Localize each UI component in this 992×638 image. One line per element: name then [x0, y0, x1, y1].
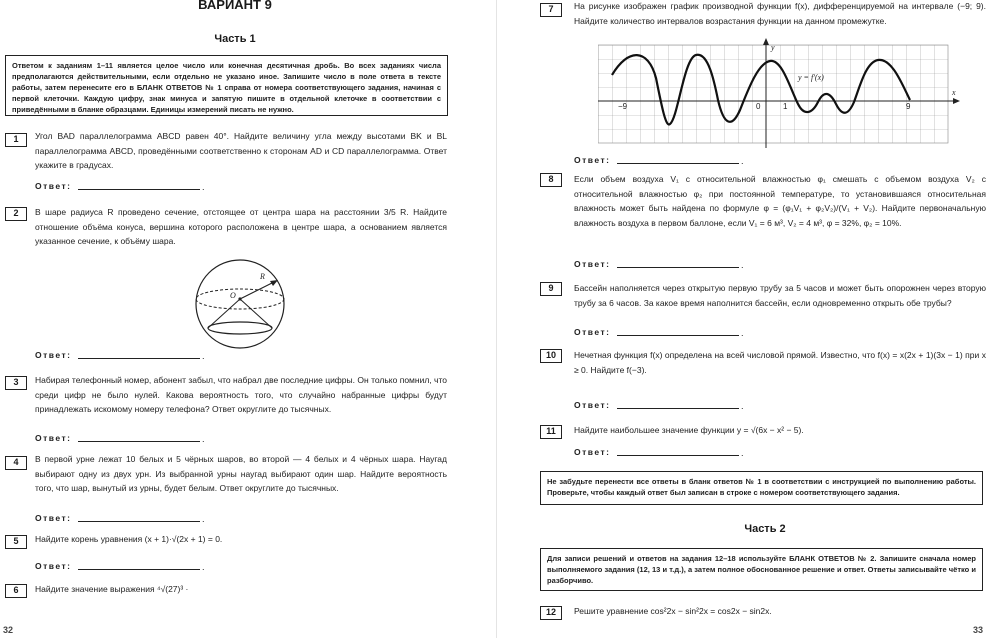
instructions-box: Ответом к заданиям 1–11 является целое число или конечная десятичная дробь. Во всех заданиях числа предполагаются действительными, если отдельно не указано иное. Запишите число в поле ответа в тексте работы, затем перенесите его в БЛАНК ОТВЕТОВ № 1 справа от номера соответствующего задания, начиная с первой клеточки. Каждую цифру, знак минуса и запятую пишите в отдельной клеточке в соответствии с приведёнными в бланке образцами. Единицы измерений писать не нужно.	[5, 55, 448, 116]
answer-field[interactable]	[78, 180, 200, 190]
answer-field[interactable]	[617, 326, 739, 336]
graph-grid	[598, 45, 948, 143]
answer-dot: .	[741, 156, 744, 166]
answer-dot: .	[202, 182, 205, 192]
answer-dot: .	[202, 434, 205, 444]
answer-label: Ответ:	[35, 513, 72, 523]
problem-text: Угол BAD параллелограмма ABCD равен 40°. Найдите величину угла между высотами BK и BL параллелограмма ABCD, проведёнными соответственно к сторонам AD и CD параллелограмма. Ответ укажите в градусах.	[35, 131, 447, 170]
problem-number: 11	[540, 425, 562, 439]
answer-field[interactable]	[617, 399, 739, 409]
answer-label: Ответ:	[574, 447, 611, 457]
center-label: O	[230, 291, 236, 300]
problem-text: Нечетная функция f(x) определена на всей числовой прямой. Известно, что f(x) = x(2x + 1)(3x − 1) при x ≥ 0. Найдите f(−3).	[574, 350, 986, 375]
tick-label-minus-nine: −9	[618, 102, 628, 111]
sphere-figure	[190, 258, 300, 350]
transfer-note-box: Не забудьте перенести все ответы в бланк ответов № 1 в соответствии с инструкцией по выполнению работы. Проверьте, чтобы каждый ответ был записан в строке с номером соответствующего задания.	[540, 471, 983, 505]
answer-label: Ответ:	[574, 259, 611, 269]
tick-label-zero: 0	[756, 102, 761, 111]
answer-dot: .	[741, 401, 744, 411]
problem-number: 9	[540, 282, 562, 296]
problem-number: 4	[5, 456, 27, 470]
answer-label: Ответ:	[574, 400, 611, 410]
center-point	[238, 297, 241, 300]
problem-number: 12	[540, 606, 562, 620]
radius-arrow	[270, 280, 278, 286]
problem-number: 8	[540, 173, 562, 187]
y-axis-label: y	[771, 43, 775, 52]
answer-label: Ответ:	[574, 327, 611, 337]
problem-text: Решите уравнение cos²2x − sin²2x = cos2x − sin2x.	[574, 606, 772, 616]
problem-number: 5	[5, 535, 27, 549]
problem-number: 3	[5, 376, 27, 390]
answer-field[interactable]	[78, 349, 200, 359]
problem-text: Найдите корень уравнения (x + 1)·√(2x + 1) = 0.	[35, 534, 223, 544]
answer-label: Ответ:	[35, 350, 72, 360]
page-number-right: 33	[973, 625, 984, 635]
answer-dot: .	[202, 562, 205, 572]
answer-field[interactable]	[78, 560, 200, 570]
answer-label: Ответ:	[35, 181, 72, 191]
problem-text: Бассейн наполняется через открытую первую трубу за 5 часов и может быть опорожнен через вторую трубу за 6 часов. За какое время наполнится бассейн, если одновременно открыть обе трубы?	[574, 283, 986, 308]
variant-title: ВАРИАНТ 9	[198, 0, 272, 12]
section-ellipse	[208, 322, 272, 334]
sphere-outline	[196, 260, 284, 348]
curve-label: y = f′(x)	[798, 73, 824, 82]
problem-number: 7	[540, 3, 562, 17]
part2-instructions-box: Для записи решений и ответов на задания 12–18 используйте БЛАНК ОТВЕТОВ № 2. Запишите сначала номер выполняемого задания (12, 13 и т.д.), а затем полное обоснованное решение и ответ. Ответы записывайте чётко и разборчиво.	[540, 548, 983, 591]
problem-number: 2	[5, 207, 27, 221]
problem-text: В первой урне лежат 10 белых и 5 чёрных шаров, во второй — 4 белых и 4 чёрных шара. Наугад выбирают одну из двух урн. Из выбранной урны наугад выбирают один шар. Найдите вероятность того, что шар, вынутый из урны, будет белым. Ответ округлите до тысячных.	[35, 454, 447, 493]
radius-line	[240, 282, 274, 299]
answer-dot: .	[741, 260, 744, 270]
x-axis-label: x	[952, 88, 956, 97]
answer-label: Ответ:	[35, 561, 72, 571]
cone-side-left	[208, 299, 240, 328]
x-axis-arrow	[953, 98, 960, 104]
page-number-left: 32	[3, 625, 14, 635]
cone-side-right	[240, 299, 272, 328]
y-axis-arrow	[763, 38, 769, 45]
answer-field[interactable]	[617, 446, 739, 456]
problem-text: Набирая телефонный номер, абонент забыл, что набрал две последние цифры. Он только помнил, что среди цифр не было нулей. Какова вероятность того, что случайно набранные цифры будут принадлежать искомому номеру телефона? Ответ округлите до тысячных.	[35, 375, 447, 414]
answer-label: Ответ:	[574, 155, 611, 165]
problem-text: Найдите значение выражения ⁴√(27)³ ·	[35, 584, 189, 594]
radius-label: R	[260, 272, 265, 281]
tick-label-nine: 9	[906, 102, 911, 111]
answer-field[interactable]	[617, 154, 739, 164]
answer-label: Ответ:	[35, 433, 72, 443]
answer-field[interactable]	[78, 512, 200, 522]
problem-number: 1	[5, 133, 27, 147]
answer-field[interactable]	[78, 432, 200, 442]
problem-text: В шаре радиуса R проведено сечение, отстоящее от центра шара на расстоянии 3/5 R. Найдите отношение объёма конуса, вершина которого расположена в центре шара, а основанием является указанное сечение, к объёму шара.	[35, 207, 447, 246]
problem-text: На рисунке изображен график производной функции f(x), дифференцируемой на интервале (−9; 9). Найдите количество интервалов возрастания функции на данном промежутке.	[574, 1, 986, 26]
problem-number: 6	[5, 584, 27, 598]
answer-field[interactable]	[617, 258, 739, 268]
tick-label-one: 1	[783, 102, 788, 111]
answer-dot: .	[202, 351, 205, 361]
answer-dot: .	[202, 514, 205, 524]
answer-dot: .	[741, 448, 744, 458]
part2-title: Часть 2	[744, 523, 786, 535]
derivative-graph	[598, 38, 962, 148]
page-divider	[496, 0, 497, 638]
problem-number: 10	[540, 349, 562, 363]
problem-text: Если объем воздуха V₁ с относительной влажностью φ₁ смешать с объемом воздуха V₂ с относительной влажностью φ₂ при постоянной температуре, то установившаяся относительная влажность может быть найдена по формуле φ = (φ₁V₁ + φ₂V₂)/(V₁ + V₂). Найдите первоначальную влажность воздуха в первом баллоне, если V₁ = 6 м³, V₂ = 4 м³, φ = 32%, φ₂ = 10%.	[574, 174, 986, 228]
problem-text: Найдите наибольшее значение функции y = √(6x − x² − 5).	[574, 425, 804, 435]
part-title: Часть 1	[214, 33, 256, 45]
answer-dot: .	[741, 328, 744, 338]
